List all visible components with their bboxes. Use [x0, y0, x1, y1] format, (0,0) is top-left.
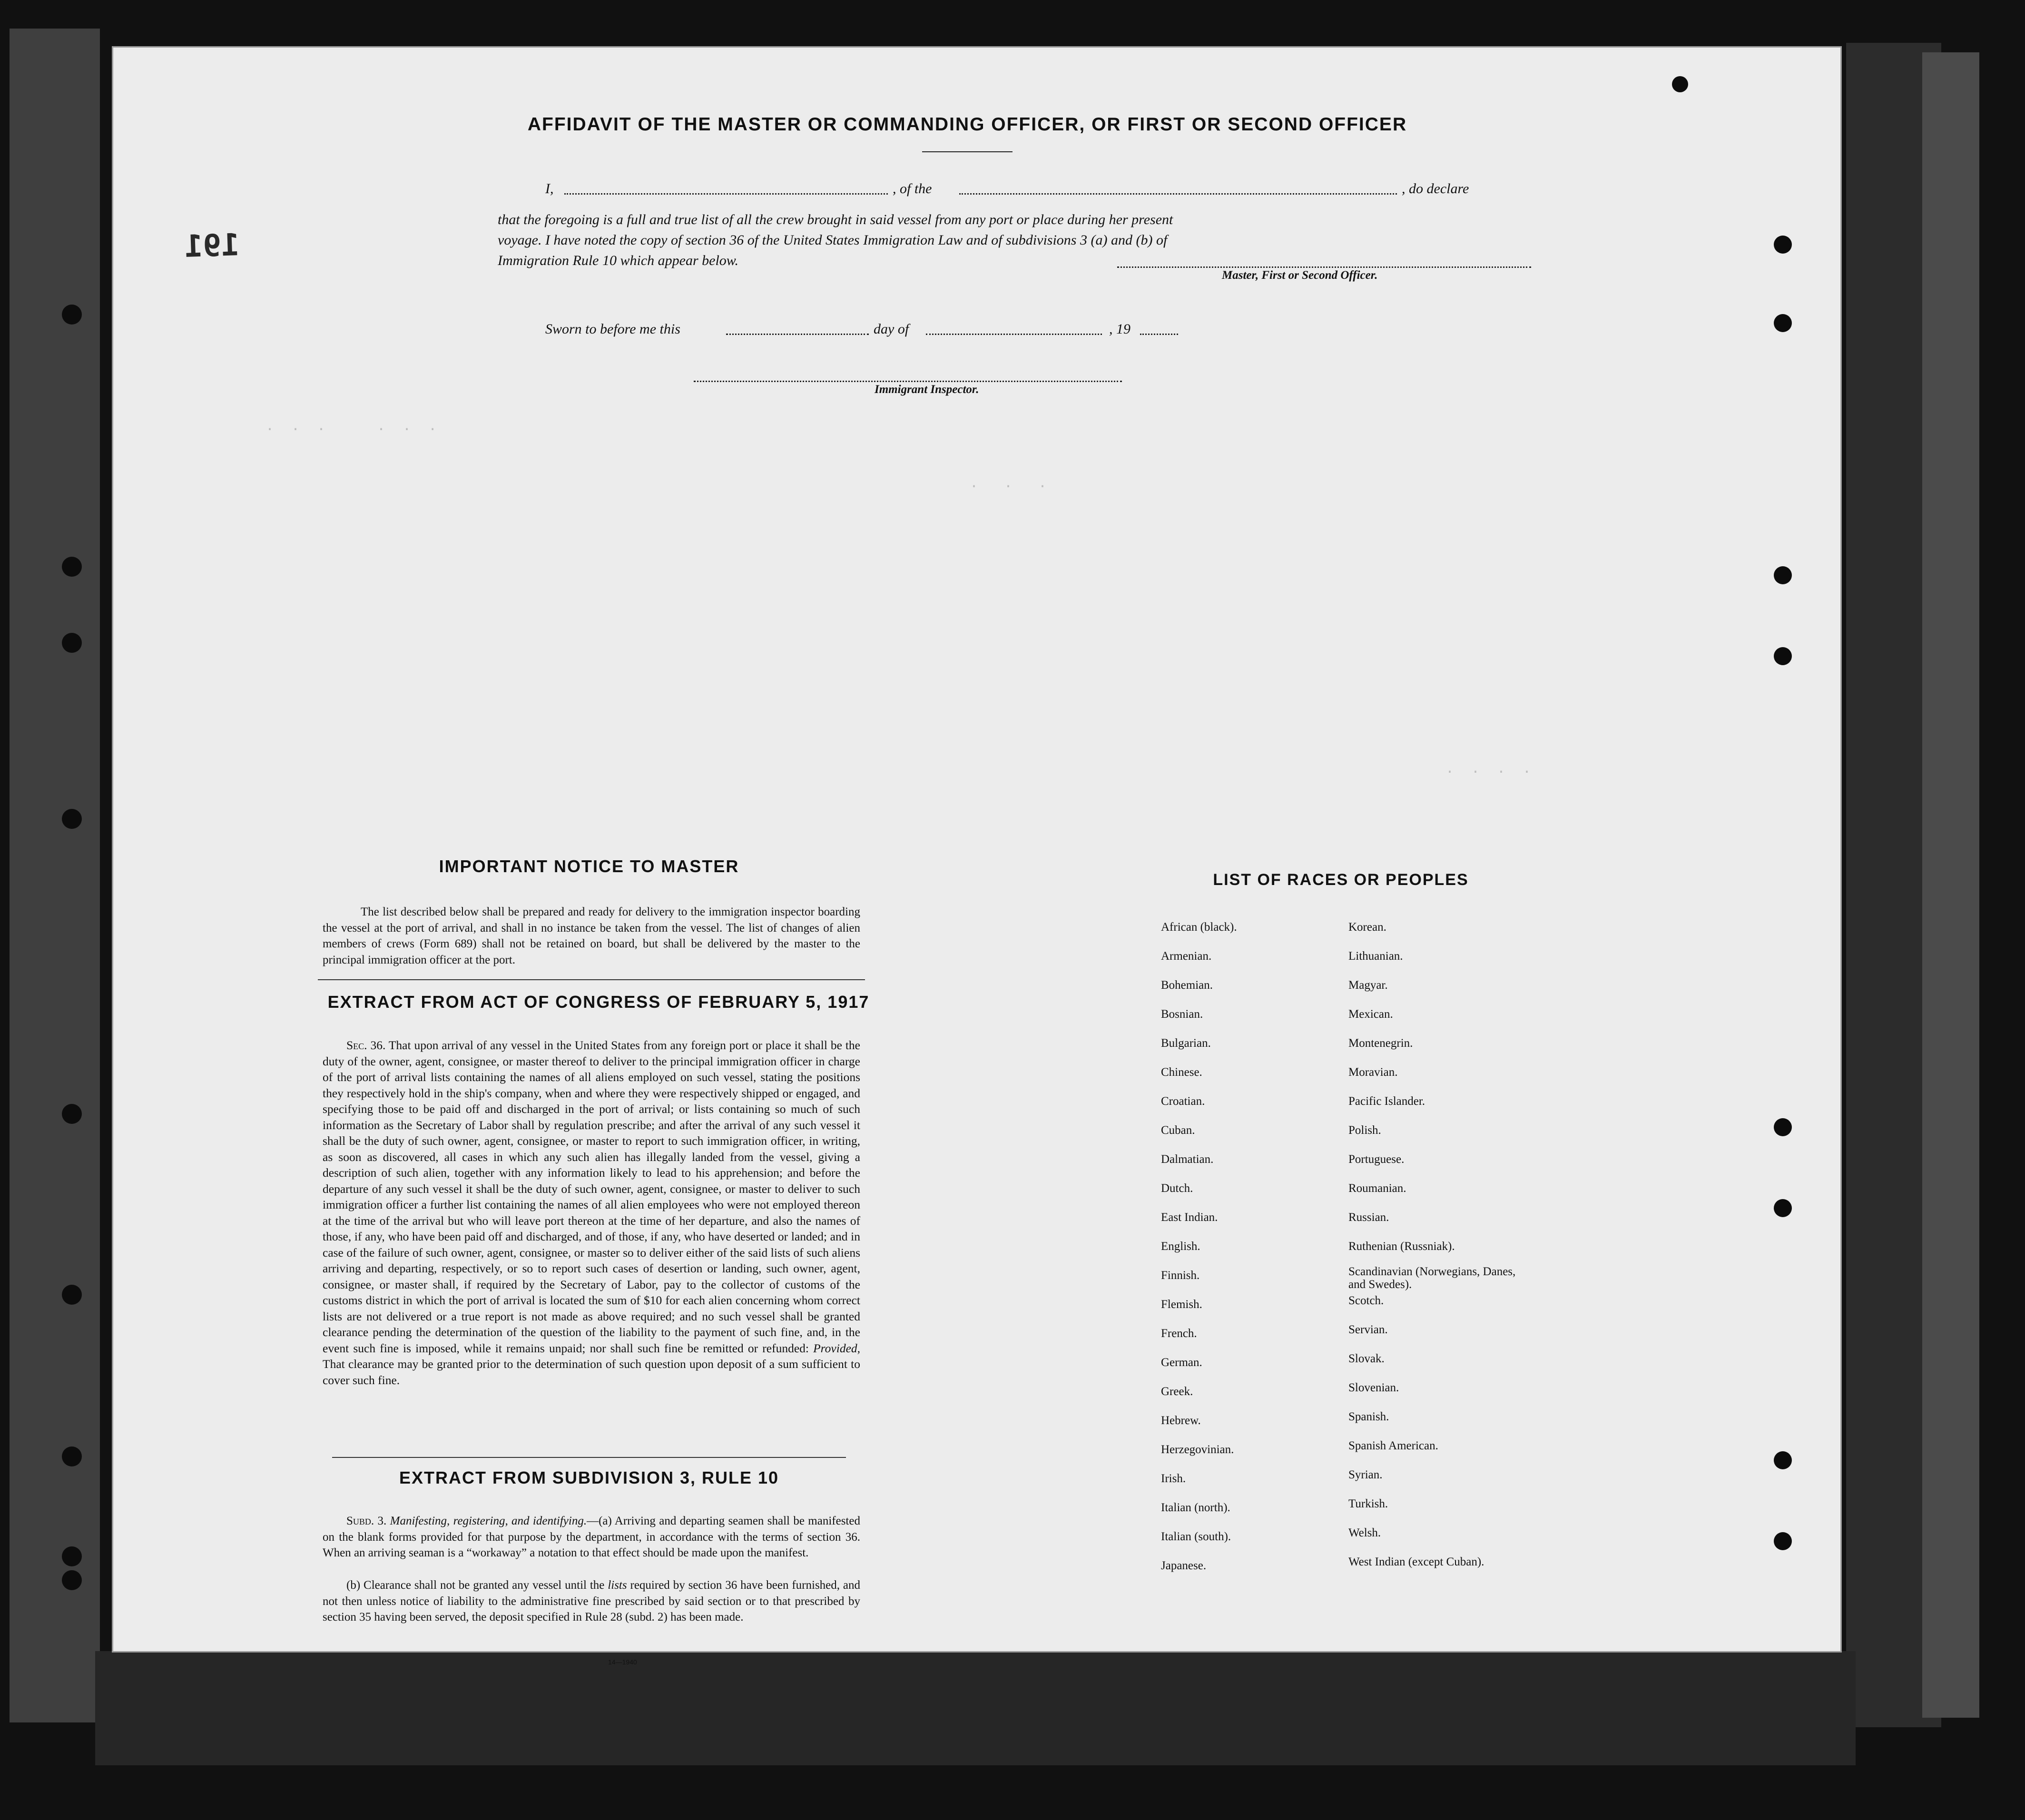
subd-heading: Manifesting, registering, and identifying. — [390, 1515, 587, 1527]
bleed-through-marks: . . . — [970, 476, 1047, 492]
race-item: Herzegovinian. — [1161, 1443, 1234, 1456]
section-label: Sec. 36. — [346, 1038, 386, 1052]
inspector-caption: Immigrant Inspector. — [875, 383, 979, 396]
race-item: Irish. — [1161, 1472, 1186, 1485]
race-item: Russian. — [1348, 1211, 1389, 1224]
year-blank — [1140, 334, 1178, 335]
day-of-text: day of — [874, 321, 909, 337]
race-item: German. — [1161, 1356, 1202, 1369]
race-item: Moravian. — [1348, 1066, 1398, 1079]
extract-rule-para-b — [323, 1577, 860, 1625]
binder-hole — [62, 305, 82, 325]
race-item: Bosnian. — [1161, 1008, 1203, 1021]
punch-hole — [1774, 236, 1792, 254]
race-item: Dalmatian. — [1161, 1153, 1214, 1166]
race-item: Montenegrin. — [1348, 1037, 1413, 1050]
binder-hole — [62, 1104, 82, 1124]
important-notice-body: The list described below shall be prepared and ready for delivery to the immigration inspector boarding the vessel at the port of arrival, and shall in no instance be taken from the vessel. The list of changes of alien members of crews (Form 689) shall not be retained on board, but shall be delivered by the master to the principal immigration officer at the port. — [323, 905, 860, 966]
races-title: LIST OF RACES OR PEOPLES — [1213, 871, 1469, 889]
para-b-lists: lists — [608, 1579, 627, 1592]
affidavit-line3: voyage. I have noted the copy of section 36 of the United States Immigration Law and of subdivisions 3 (a) and (b) of — [498, 232, 1168, 248]
signature-line — [1117, 266, 1531, 268]
punch-hole — [1774, 1451, 1792, 1469]
scan-edge-bottom — [95, 1651, 1856, 1765]
race-item: Lithuanian. — [1348, 950, 1403, 963]
race-item: Hebrew. — [1161, 1414, 1201, 1427]
race-item: Bohemian. — [1161, 979, 1213, 992]
binder-hole — [62, 1546, 82, 1566]
affidavit-of-the: , of the — [893, 181, 932, 197]
binder-hole — [62, 1570, 82, 1590]
punch-hole — [1774, 314, 1792, 332]
form-number: 14—1940 — [608, 1658, 637, 1666]
affidavit-title: AFFIDAVIT OF THE MASTER OR COMMANDING OFFICER, OR FIRST OR SECOND OFFICER — [527, 114, 1407, 135]
subd-para-a: —(a) Arriving and departing seamen shall be manifested on the blank forms provided for that purpose by the department, in accordance with the terms of section 36. When an arriving seaman is a “workaway” a notation to that effect should be made upon the manifest. — [323, 1515, 860, 1559]
punch-hole — [1774, 647, 1792, 665]
races-left-column — [1161, 921, 1361, 1588]
extract-rule-para-a — [323, 1513, 860, 1561]
race-item: Croatian. — [1161, 1095, 1205, 1108]
race-item: Cuban. — [1161, 1124, 1195, 1137]
binder-hole — [62, 1446, 82, 1466]
stamp-number: 191 — [184, 227, 240, 265]
para-b-prefix: (b) Clearance shall not be granted any vessel until the — [346, 1579, 605, 1592]
binder-hole — [62, 809, 82, 829]
race-item: Japanese. — [1161, 1559, 1207, 1572]
races-right-column — [1348, 921, 1572, 1584]
scan-edge-left — [10, 29, 100, 1722]
race-item: Italian (north). — [1161, 1501, 1230, 1514]
signature-caption: Master, First or Second Officer. — [1222, 269, 1378, 282]
punch-hole — [1774, 566, 1792, 584]
race-item: Magyar. — [1348, 979, 1388, 992]
binder-hole — [62, 557, 82, 577]
sworn-text: Sworn to before me this — [545, 321, 680, 337]
race-item: Dutch. — [1161, 1182, 1193, 1195]
race-item: Bulgarian. — [1161, 1037, 1211, 1050]
race-item: Polish. — [1348, 1124, 1381, 1137]
race-item: Korean. — [1348, 921, 1386, 934]
form-page — [113, 48, 1840, 1666]
name-blank — [564, 193, 888, 195]
race-item: Slovenian. — [1348, 1381, 1399, 1394]
affidavit-i: I, — [545, 181, 554, 197]
extract-act-rule — [318, 979, 865, 980]
race-item: West Indian (except Cuban). — [1348, 1555, 1484, 1568]
affidavit-line4: Immigration Rule 10 which appear below. — [498, 253, 739, 268]
race-item: Spanish. — [1348, 1410, 1389, 1423]
sworn-day-blank — [726, 334, 869, 335]
affidavit-line2: that the foregoing is a full and true list of all the crew brought in said vessel from any port or place during her present — [498, 212, 1173, 227]
race-item: Syrian. — [1348, 1468, 1383, 1481]
bleed-through-marks: . . . . . . — [265, 419, 437, 435]
year-text: , 19 — [1109, 321, 1130, 337]
provided-label: Provided, — [813, 1341, 861, 1355]
punch-hole — [1774, 1118, 1792, 1136]
race-item: African (black). — [1161, 921, 1237, 934]
race-item: Servian. — [1348, 1323, 1388, 1336]
month-blank — [926, 334, 1102, 335]
race-item: Slovak. — [1348, 1352, 1385, 1365]
bleed-through-marks: . . . . — [1445, 761, 1532, 777]
para-b-body: required by section 36 have been furnished, and not then unless notice of liability to the administrative fine prescribed by said section or to that prescribed by section 35 having been served, the deposit specified in Rule 28 (subd. 2) has been made. — [323, 1579, 861, 1623]
race-item: East Indian. — [1161, 1211, 1218, 1224]
sworn-line — [545, 321, 1211, 342]
race-item: Chinese. — [1161, 1066, 1202, 1079]
affidavit-declare: , do declare — [1402, 181, 1469, 197]
race-item: Turkish. — [1348, 1497, 1388, 1510]
vessel-blank — [959, 193, 1397, 195]
binder-hole — [62, 1285, 82, 1305]
punch-hole — [1774, 1532, 1792, 1550]
race-item: French. — [1161, 1327, 1197, 1340]
extract-act-body — [323, 1037, 860, 1388]
binder-hole — [62, 633, 82, 653]
section-body: That upon arrival of any vessel in the United States from any foreign port or place it shall be the duty of the owner, agent, consignee, or master thereof to deliver to the principal immigration officer in charge of the port of arrival lists containing the names of all aliens employed on such vessel, stating the positions they respectively hold in the ship's company, when and where they were respectively shipped or engaged, and specifying those to be paid off and discharged in the port of arrival; or lists containing so much of such information as the Secretary of Labor shall by regulation prescribe; and after the arrival of any such vessel it shall be the duty of such owner, agent, consignee, or master to report to such immigration officer, in writing, as soon as discovered, all cases in which any such alien has illegally landed from the vessel, giving a description of such alien, together with any information likely to lead to his apprehension; and before the departure of any such vessel it shall be the duty of such owner, agent, consignee, or master to deliver to such immigration officer a further list containing the names of all alien employees who were not employed thereon at the time of the arrival but who will leave port thereon at the time of her departure, and also the names of those, if any, who have been paid off and discharged, and of those, if any, who have deserted or landed; and in case of the failure of such owner, agent, consignee, or master so to deliver either of the said lists of such aliens arriving and departing, respectively, or so to report such cases of desertion or landing, such owner, agent, consignee, or master shall, if required by the Secretary of Labor, pay to the collector of customs of the customs district in which the port of arrival is located the sum of $10 for each alien concerning whom correct lists are not delivered or a true report is not made as above required; and no such vessel shall be granted clearance pending the determination of the question of the liability to the payment of such fine, and, in the event such fine is imposed, while it remains unpaid; nor shall such fine be remitted or refunded: — [323, 1038, 860, 1355]
extract-act-title: EXTRACT FROM ACT OF CONGRESS OF FEBRUARY 5, 1917 — [327, 992, 870, 1012]
race-item: Armenian. — [1161, 950, 1212, 963]
race-item: Mexican. — [1348, 1008, 1393, 1021]
race-item: Flemish. — [1161, 1298, 1202, 1311]
race-item: Scotch. — [1348, 1294, 1384, 1307]
title-underline — [922, 151, 1012, 152]
punch-hole — [1774, 1199, 1792, 1217]
race-item: Scandinavian (Norwegians, Danes, and Swedes). — [1348, 1265, 1516, 1291]
race-item: Roumanian. — [1348, 1182, 1406, 1195]
race-item: Greek. — [1161, 1385, 1193, 1398]
affidavit-line1 — [545, 181, 1535, 202]
race-item: Pacific Islander. — [1348, 1095, 1425, 1108]
scan-edge-right-strip — [1922, 52, 1979, 1718]
extract-rule-rule — [332, 1457, 846, 1458]
race-item: Welsh. — [1348, 1526, 1381, 1539]
race-item: Ruthenian (Russniak). — [1348, 1240, 1455, 1253]
race-item: Spanish American. — [1348, 1439, 1438, 1452]
race-item: English. — [1161, 1240, 1200, 1253]
race-item: Italian (south). — [1161, 1530, 1231, 1543]
punch-hole — [1672, 76, 1688, 92]
race-item: Finnish. — [1161, 1269, 1200, 1282]
race-item: Portuguese. — [1348, 1153, 1405, 1166]
extract-rule-title: EXTRACT FROM SUBDIVISION 3, RULE 10 — [399, 1468, 779, 1487]
provided-body: That clearance may be granted prior to the determination of such question upon deposit of a sum sufficient to cover such fine. — [323, 1357, 860, 1387]
inspector-line — [694, 381, 1122, 382]
subd-label: Subd. 3. — [346, 1515, 387, 1527]
important-notice-title: IMPORTANT NOTICE TO MASTER — [439, 856, 739, 876]
